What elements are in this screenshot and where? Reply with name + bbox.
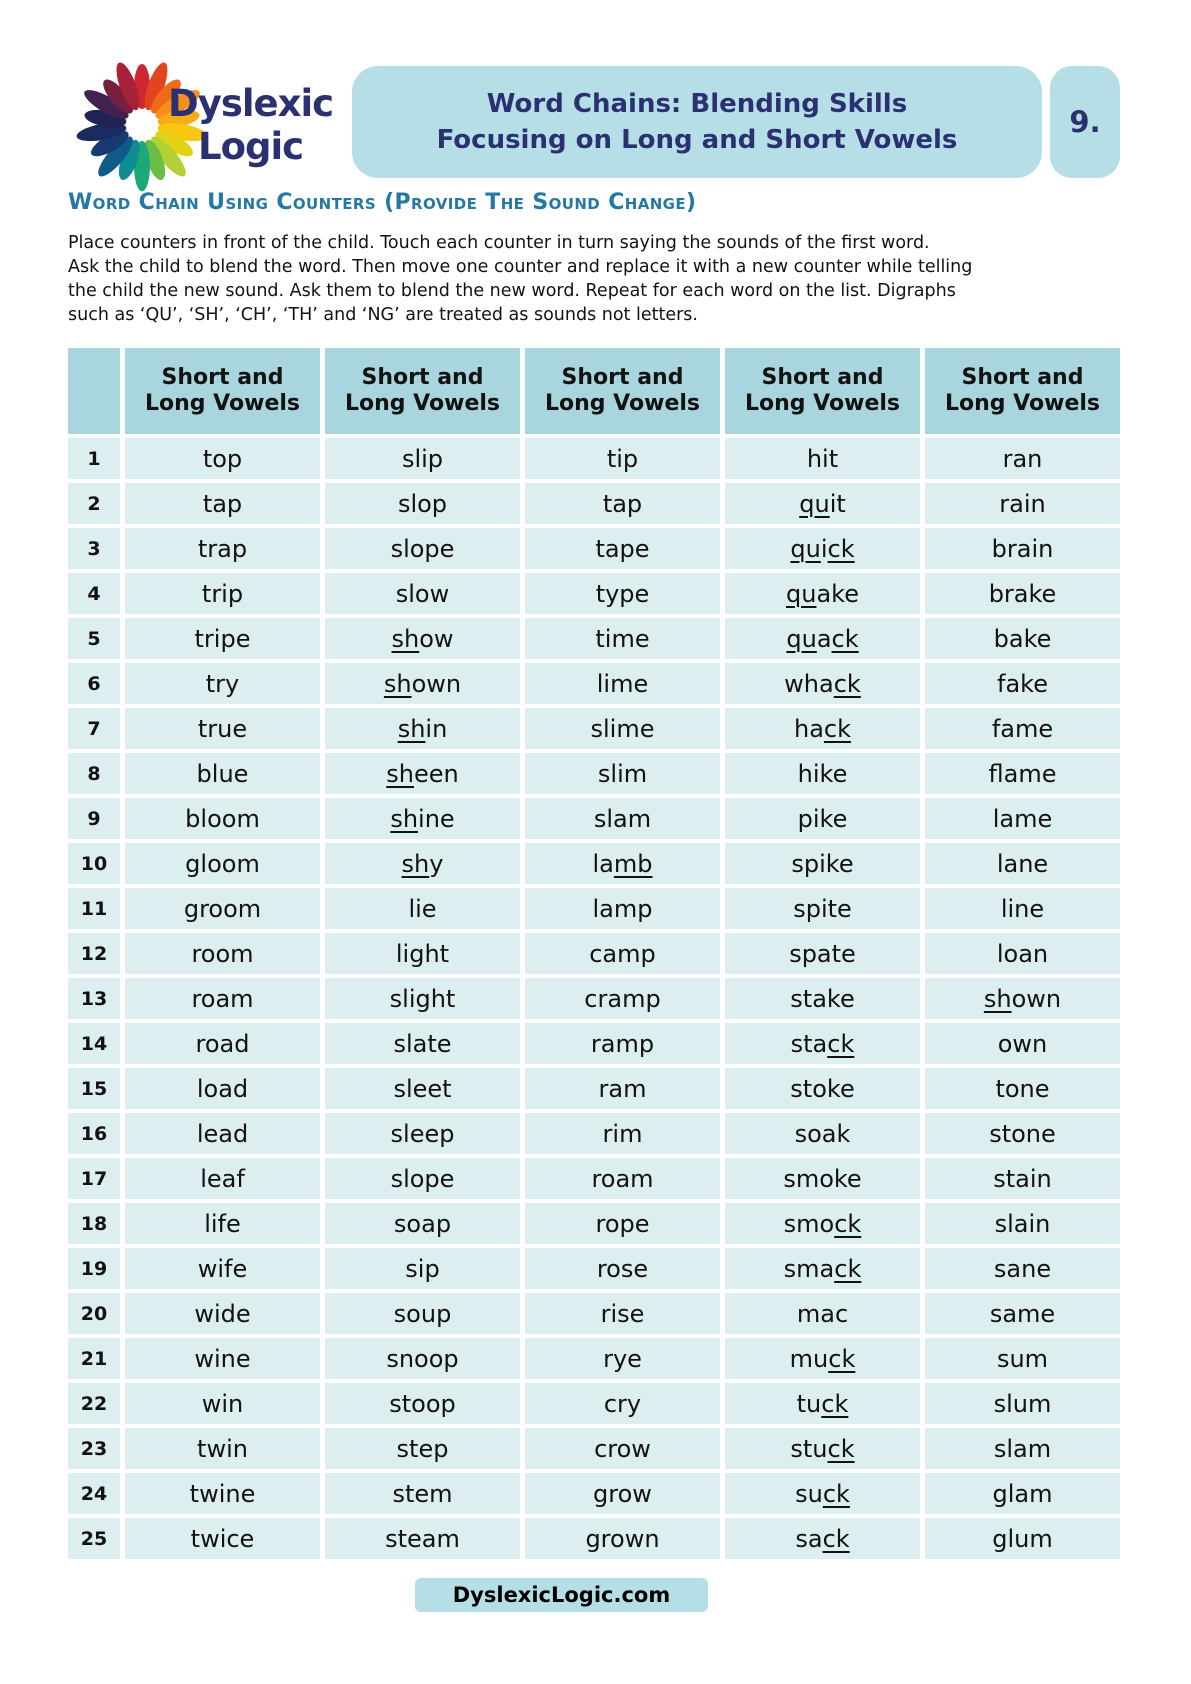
row-number: 20: [68, 1293, 120, 1334]
word-cell: rim: [525, 1113, 720, 1154]
word-cell: stem: [325, 1473, 520, 1514]
word-cell: slate: [325, 1023, 520, 1064]
row-number: 18: [68, 1203, 120, 1244]
word-cell: spate: [725, 933, 920, 974]
underlined-digraph: ck: [823, 714, 851, 743]
word-cell: lame: [925, 798, 1120, 839]
word-cell: slam: [925, 1428, 1120, 1469]
word-cell: twine: [125, 1473, 320, 1514]
underlined-digraph: sh: [391, 624, 420, 653]
word-cell: light: [325, 933, 520, 974]
word-cell: twice: [125, 1518, 320, 1559]
underlined-digraph: ck: [822, 1479, 850, 1508]
word-cell: lamp: [525, 888, 720, 929]
word-cell: stu ck: [725, 1428, 920, 1469]
underlined-digraph: ck: [821, 1389, 849, 1418]
word-cell: mu ck: [725, 1338, 920, 1379]
word-cell: brain: [925, 528, 1120, 569]
word-cell: lead: [125, 1113, 320, 1154]
underlined-digraph: sh: [401, 849, 430, 878]
word-cell: ha ck: [725, 708, 920, 749]
word-cell: sh own: [925, 978, 1120, 1019]
word-cell: slight: [325, 978, 520, 1019]
table-corner-cell: [68, 348, 120, 434]
underlined-digraph: sh: [397, 714, 426, 743]
word-cell: slam: [525, 798, 720, 839]
word-cell: slain: [925, 1203, 1120, 1244]
row-number: 15: [68, 1068, 120, 1109]
word-cell: sma ck: [725, 1248, 920, 1289]
word-cell: ramp: [525, 1023, 720, 1064]
word-cell: try: [125, 663, 320, 704]
word-cell: slow: [325, 573, 520, 614]
word-cell: sh in: [325, 708, 520, 749]
word-cell: tripe: [125, 618, 320, 659]
row-number: 5: [68, 618, 120, 659]
word-cell: mac: [725, 1293, 920, 1334]
word-cell: snoop: [325, 1338, 520, 1379]
word-cell: qu it: [725, 483, 920, 524]
row-number: 22: [68, 1383, 120, 1424]
word-cell: sh een: [325, 753, 520, 794]
row-number: 14: [68, 1023, 120, 1064]
word-cell: stain: [925, 1158, 1120, 1199]
underlined-digraph: sh: [383, 669, 412, 698]
word-cell: tap: [125, 483, 320, 524]
column-header: Short and Long Vowels: [925, 348, 1120, 434]
word-cell: slope: [325, 1158, 520, 1199]
word-cell: sta ck: [725, 1023, 920, 1064]
word-cell: sleep: [325, 1113, 520, 1154]
column-header: Short and Long Vowels: [725, 348, 920, 434]
word-cell: glum: [925, 1518, 1120, 1559]
word-cell: sleet: [325, 1068, 520, 1109]
underlined-digraph: ck: [827, 1434, 855, 1463]
word-cell: sane: [925, 1248, 1120, 1289]
word-cell: slim: [525, 753, 720, 794]
word-cell: hike: [725, 753, 920, 794]
word-cell: roam: [525, 1158, 720, 1199]
instructions-line: such as ‘QU’, ‘SH’, ‘CH’, ‘TH’ and ‘NG’ are treated as sounds not letters.: [68, 305, 698, 325]
title-line2: Focusing on Long and Short Vowels: [436, 125, 958, 155]
instructions-line: the child the new sound. Ask them to blend the new word. Repeat for each word on the list. Digraphs: [68, 281, 956, 301]
row-number: 3: [68, 528, 120, 569]
word-cell: smo ck: [725, 1203, 920, 1244]
underlined-digraph: sh: [983, 984, 1012, 1013]
column-header: Short and Long Vowels: [325, 348, 520, 434]
underlined-digraph: qu: [786, 624, 817, 653]
word-cell: groom: [125, 888, 320, 929]
word-cell: camp: [525, 933, 720, 974]
word-cell: spite: [725, 888, 920, 929]
word-cell: slime: [525, 708, 720, 749]
underlined-digraph: sh: [390, 804, 419, 833]
word-cell: grown: [525, 1518, 720, 1559]
underlined-digraph: ck: [834, 1254, 862, 1283]
word-cell: wife: [125, 1248, 320, 1289]
word-cell: qu i ck: [725, 528, 920, 569]
word-cell: line: [925, 888, 1120, 929]
word-cell: trip: [125, 573, 320, 614]
row-number: 16: [68, 1113, 120, 1154]
word-cell: smoke: [725, 1158, 920, 1199]
underlined-digraph: ck: [827, 534, 855, 563]
title-box: [352, 66, 1042, 178]
word-cell: tap: [525, 483, 720, 524]
row-number: 12: [68, 933, 120, 974]
word-cell: type: [525, 573, 720, 614]
row-number: 6: [68, 663, 120, 704]
column-header: Short and Long Vowels: [525, 348, 720, 434]
word-cell: sa ck: [725, 1518, 920, 1559]
word-cell: wine: [125, 1338, 320, 1379]
word-cell: sh y: [325, 843, 520, 884]
row-number: 11: [68, 888, 120, 929]
word-cell: la mb: [525, 843, 720, 884]
logo-line2: Logic: [198, 125, 304, 168]
instructions-line: Place counters in front of the child. Touch each counter in turn saying the sounds of the first word.: [68, 233, 930, 253]
row-number: 9: [68, 798, 120, 839]
logo-wordmark: [168, 82, 333, 168]
word-table: [68, 348, 1120, 1559]
word-cell: trap: [125, 528, 320, 569]
row-number: 1: [68, 438, 120, 479]
row-number: 19: [68, 1248, 120, 1289]
word-cell: glam: [925, 1473, 1120, 1514]
row-number: 17: [68, 1158, 120, 1199]
word-cell: rain: [925, 483, 1120, 524]
word-cell: fake: [925, 663, 1120, 704]
row-number: 24: [68, 1473, 120, 1514]
word-cell: road: [125, 1023, 320, 1064]
word-cell: slop: [325, 483, 520, 524]
word-cell: steam: [325, 1518, 520, 1559]
word-cell: tu ck: [725, 1383, 920, 1424]
word-cell: roam: [125, 978, 320, 1019]
row-number: 21: [68, 1338, 120, 1379]
word-cell: qu ake: [725, 573, 920, 614]
underlined-digraph: ck: [827, 1029, 855, 1058]
word-cell: tip: [525, 438, 720, 479]
word-cell: stone: [925, 1113, 1120, 1154]
word-cell: lime: [525, 663, 720, 704]
word-cell: same: [925, 1293, 1120, 1334]
word-cell: stoke: [725, 1068, 920, 1109]
word-cell: leaf: [125, 1158, 320, 1199]
word-cell: sum: [925, 1338, 1120, 1379]
word-cell: ran: [925, 438, 1120, 479]
word-cell: wide: [125, 1293, 320, 1334]
title-line1: Word Chains: Blending Skills: [486, 89, 908, 119]
word-cell: gloom: [125, 843, 320, 884]
underlined-digraph: mb: [613, 849, 653, 878]
word-cell: step: [325, 1428, 520, 1469]
word-cell: blue: [125, 753, 320, 794]
word-cell: own: [925, 1023, 1120, 1064]
word-cell: sh own: [325, 663, 520, 704]
logo-line1: Dyslexic: [168, 82, 334, 125]
word-cell: crow: [525, 1428, 720, 1469]
word-cell: sh ine: [325, 798, 520, 839]
underlined-digraph: ck: [834, 1209, 862, 1238]
word-cell: win: [125, 1383, 320, 1424]
word-cell: soup: [325, 1293, 520, 1334]
word-cell: stoop: [325, 1383, 520, 1424]
underlined-digraph: qu: [790, 534, 821, 563]
word-cell: rye: [525, 1338, 720, 1379]
word-cell: qu a ck: [725, 618, 920, 659]
word-cell: brake: [925, 573, 1120, 614]
word-cell: bloom: [125, 798, 320, 839]
underlined-digraph: qu: [799, 489, 830, 518]
word-cell: grow: [525, 1473, 720, 1514]
word-cell: spike: [725, 843, 920, 884]
instructions-line: Ask the child to blend the word. Then move one counter and replace it with a new counter while telling: [68, 257, 973, 277]
word-cell: tape: [525, 528, 720, 569]
word-cell: soak: [725, 1113, 920, 1154]
underlined-digraph: sh: [386, 759, 414, 788]
word-cell: slope: [325, 528, 520, 569]
word-cell: lie: [325, 888, 520, 929]
word-cell: wha ck: [725, 663, 920, 704]
word-cell: bake: [925, 618, 1120, 659]
word-cell: fame: [925, 708, 1120, 749]
word-cell: stake: [725, 978, 920, 1019]
row-number: 7: [68, 708, 120, 749]
word-cell: ram: [525, 1068, 720, 1109]
underlined-digraph: ck: [831, 624, 859, 653]
underlined-digraph: ck: [822, 1524, 850, 1553]
section-heading: Word Chain Using Counters (Provide The Sound Change): [68, 190, 697, 215]
word-cell: hit: [725, 438, 920, 479]
instructions: [68, 231, 1153, 327]
word-cell: rope: [525, 1203, 720, 1244]
word-cell: load: [125, 1068, 320, 1109]
word-cell: pike: [725, 798, 920, 839]
row-number: 23: [68, 1428, 120, 1469]
underlined-digraph: ck: [828, 1344, 856, 1373]
row-number: 10: [68, 843, 120, 884]
word-cell: soap: [325, 1203, 520, 1244]
word-cell: room: [125, 933, 320, 974]
page-number-badge: 9.: [1050, 66, 1120, 178]
word-cell: su ck: [725, 1473, 920, 1514]
word-cell: lane: [925, 843, 1120, 884]
row-number: 2: [68, 483, 120, 524]
footer-website: DyslexicLogic.com: [415, 1578, 708, 1612]
word-cell: slip: [325, 438, 520, 479]
row-number: 4: [68, 573, 120, 614]
word-cell: sip: [325, 1248, 520, 1289]
word-cell: cry: [525, 1383, 720, 1424]
word-cell: twin: [125, 1428, 320, 1469]
word-cell: loan: [925, 933, 1120, 974]
word-cell: time: [525, 618, 720, 659]
word-cell: rose: [525, 1248, 720, 1289]
row-number: 8: [68, 753, 120, 794]
word-cell: rise: [525, 1293, 720, 1334]
word-cell: top: [125, 438, 320, 479]
word-cell: life: [125, 1203, 320, 1244]
word-cell: cramp: [525, 978, 720, 1019]
row-number: 13: [68, 978, 120, 1019]
word-cell: slum: [925, 1383, 1120, 1424]
underlined-digraph: ck: [833, 669, 861, 698]
underlined-digraph: qu: [786, 579, 817, 608]
row-number: 25: [68, 1518, 120, 1559]
word-cell: tone: [925, 1068, 1120, 1109]
word-cell: flame: [925, 753, 1120, 794]
word-cell: true: [125, 708, 320, 749]
word-cell: sh ow: [325, 618, 520, 659]
column-header: Short and Long Vowels: [125, 348, 320, 434]
